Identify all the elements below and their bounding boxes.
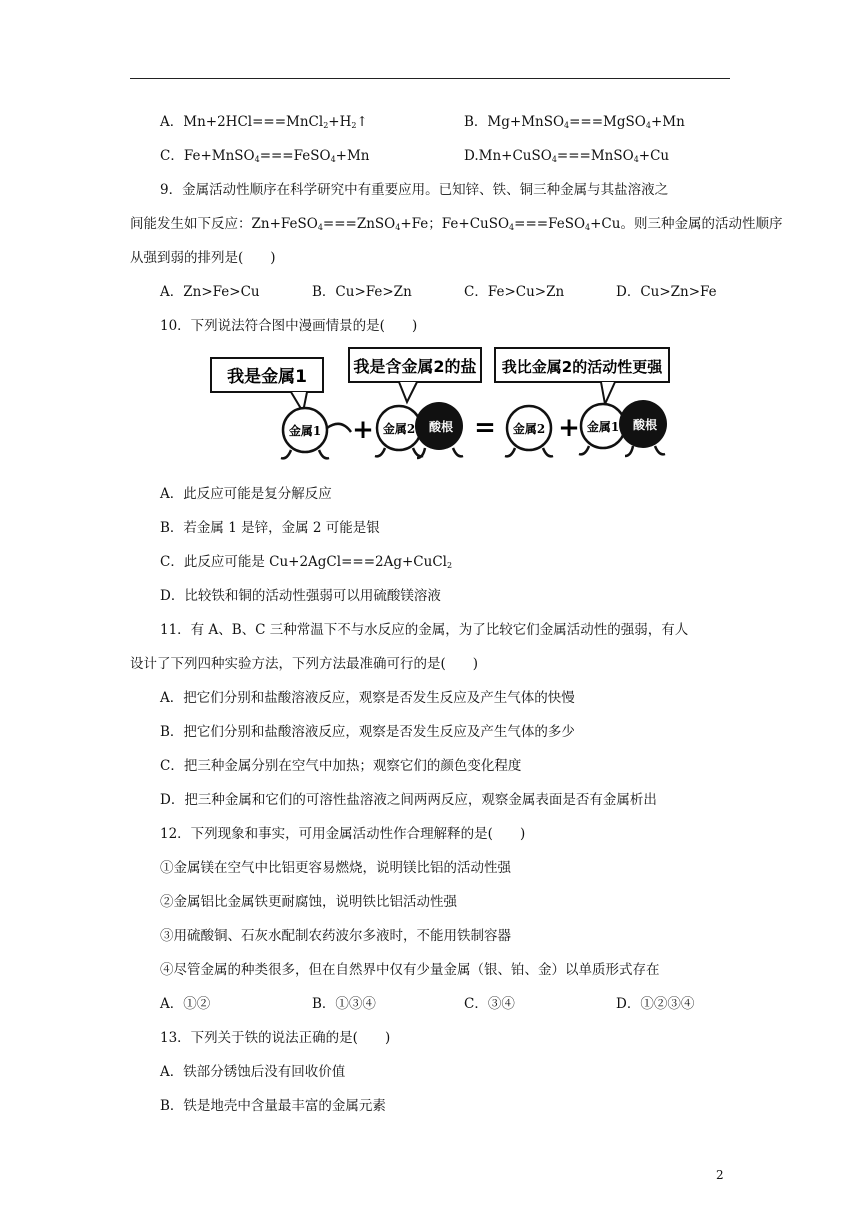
equals-sign: =: [474, 413, 496, 443]
q9-option-c: C．Fe>Cu>Zn: [464, 284, 565, 300]
q8-option-c: C．Fe+MnSO$_4$===FeSO$_4$+Mn: [160, 148, 370, 164]
q10-cartoon: [203, 340, 673, 470]
q10-option-d: D．比较铁和铜的活动性强弱可以用硫酸镁溶液: [160, 588, 441, 604]
q8-option-d: D.Mn+CuSO$_4$===MnSO$_4$+Cu: [464, 148, 670, 164]
ball-metal2: [505, 406, 553, 456]
q11-option-a: A．把它们分别和盐酸溶液反应，观察是否发生反应及产生气体的快慢: [160, 690, 575, 706]
q12-stem: 12．下列现象和事实，可用金属活动性作合理解释的是( ): [160, 826, 526, 842]
svg-text:酸根: 酸根: [632, 418, 658, 432]
q12-statement-4: ④尽管金属的种类很多，但在自然界中仅有少量金属（银、铂、金）以单质形式存在: [160, 962, 660, 978]
q11-stem-line1: 11．有 A、B、C 三种常温下不与水反应的金属，为了比较它们金属活动性的强弱，有人: [160, 622, 689, 638]
q10-option-a: A．此反应可能是复分解反应: [160, 486, 332, 502]
svg-text:金属2: 金属2: [512, 422, 546, 436]
q10-stem: 10．下列说法符合图中漫画情景的是( ): [160, 318, 418, 334]
q12-statement-3: ③用硫酸铜、石灰水配制农药波尔多液时，不能用铁制容器: [160, 928, 511, 944]
ball-metal1-salt: [579, 404, 625, 454]
q11-option-b: B．把它们分别和盐酸溶液反应，观察是否发生反应及产生气体的多少: [160, 724, 575, 740]
q8-option-a: A．$Mn+2HCl===MnCl_2+H_2↑$: [160, 114, 368, 130]
q9-stem-line2: 间能发生如下反应：Zn+FeSO$_4$===ZnSO$_4$+Fe；Fe+CuSO$_4$===FeSO$_4$+Cu。则三种金属的活动性顺序: [130, 216, 783, 232]
q12-statement-1: ①金属镁在空气中比铝更容易燃烧，说明镁比铝的活动性强: [160, 860, 511, 876]
bubble-salt-text: 我是含金属2的盐: [353, 357, 477, 376]
ball-acid-new: [619, 400, 667, 456]
q13-stem: 13．下列关于铁的说法正确的是( ): [160, 1030, 391, 1046]
ball-metal1: [281, 408, 351, 458]
plus-left: +: [352, 415, 374, 445]
q12-option-b: B．①③④: [312, 996, 376, 1012]
q10-option-b: B．若金属 1 是锌，金属 2 可能是银: [160, 520, 380, 536]
svg-text:金属1: 金属1: [586, 420, 620, 434]
q12-option-c: C．③④: [464, 996, 515, 1012]
bubble-metal1-text: 我是金属1: [227, 367, 307, 387]
q9-option-d: D．Cu>Zn>Fe: [616, 284, 717, 300]
bubble-stronger-text: 我比金属2的活动性更强: [501, 358, 663, 376]
q13-option-a: A．铁部分锈蚀后没有回收价值: [160, 1064, 346, 1080]
q12-statement-2: ②金属铝比金属铁更耐腐蚀，说明铁比铝活动性强: [160, 894, 457, 910]
q11-option-c: C．把三种金属分别在空气中加热；观察它们的颜色变化程度: [160, 758, 522, 774]
q12-option-d: D．①②③④: [616, 996, 695, 1012]
bubble-salt: [349, 348, 481, 402]
ball-acid-salt: [415, 402, 463, 458]
bubble-stronger: [495, 348, 669, 404]
q13-option-b: B．铁是地壳中含量最丰富的金属元素: [160, 1098, 386, 1114]
q9-option-a: A．Zn>Fe>Cu: [160, 284, 260, 300]
q11-stem-line2: 设计了下列四种实验方法，下列方法最准确可行的是( ): [130, 656, 479, 672]
bubble-metal1: [211, 358, 323, 412]
q9-stem-line1: 9．金属活动性顺序在科学研究中有重要应用。已知锌、铁、铜三种金属与其盐溶液之: [160, 182, 669, 198]
svg-text:酸根: 酸根: [428, 420, 454, 434]
q10-option-c: C．此反应可能是 Cu+2AgCl===2Ag+CuCl$_2$: [160, 554, 453, 570]
q8-option-b: B．Mg+MnSO$_4$===MgSO$_4$+Mn: [464, 114, 685, 130]
page-number: 2: [716, 1168, 724, 1182]
svg-text:金属2: 金属2: [382, 422, 416, 436]
q12-option-a: A．①②: [160, 996, 211, 1012]
q9-option-b: B．Cu>Fe>Zn: [312, 284, 412, 300]
header-rule: [130, 78, 730, 79]
q11-option-d: D．把三种金属和它们的可溶性盐溶液之间两两反应，观察金属表面是否有金属析出: [160, 792, 657, 808]
svg-text:金属1: 金属1: [288, 424, 322, 438]
plus-right: +: [558, 413, 580, 443]
q9-stem-line3: 从强到弱的排列是( ): [130, 250, 276, 266]
